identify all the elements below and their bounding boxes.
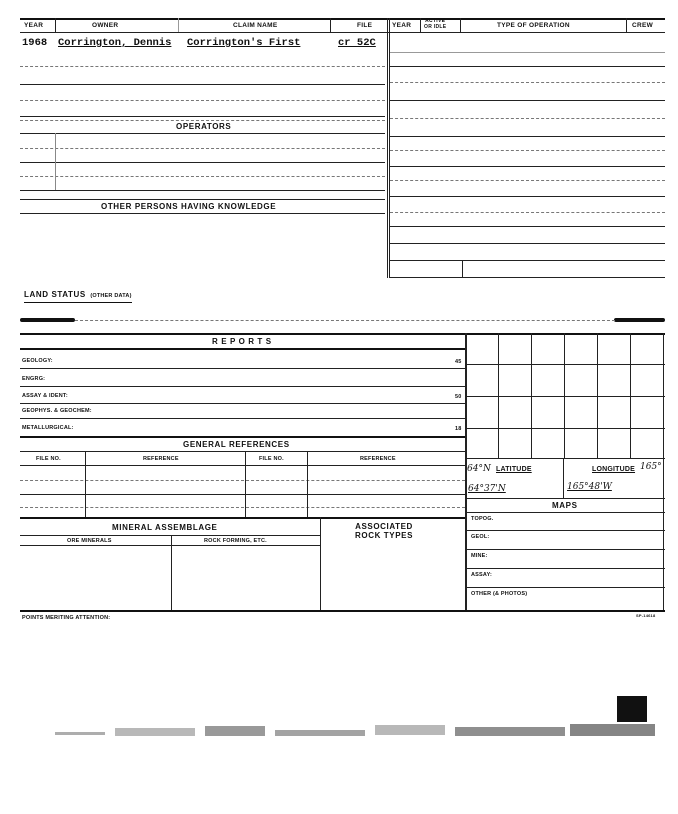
longitude-label: LONGITUDE (592, 466, 636, 473)
longitude-value: 165°48'W (567, 482, 612, 492)
land-status-marker-left (20, 318, 75, 322)
maps-heading: MAPS (552, 501, 578, 510)
map-other: OTHER (& PHOTOS) (471, 591, 528, 597)
general-references-heading: GENERAL REFERENCES (183, 440, 290, 449)
map-topog: TOPOG. (471, 516, 494, 522)
record-claim-name: Corrington's First (187, 37, 301, 49)
rock-forming-label: ROCK FORMING, ETC. (204, 538, 267, 544)
reports-heading: R E P O R T S (212, 337, 272, 346)
report-label-metallurgical: METALLURGICAL: (22, 425, 74, 431)
latitude-degree: 64°N (467, 464, 491, 474)
col-active-idle: ACTIVE OR IDLE (424, 18, 447, 30)
land-status-marker-right (614, 318, 665, 322)
col-owner: OWNER (92, 22, 119, 29)
other-persons-heading: OTHER PERSONS HAVING KNOWLEDGE (101, 202, 277, 211)
report-label-geophys: GEOPHYS. & GEOCHEM: (22, 408, 92, 414)
scan-noise-block (617, 696, 647, 722)
scan-noise-strip (55, 722, 655, 752)
associated-rock-types-label: ASSOCIATED ROCK TYPES (355, 522, 414, 540)
ref-col-file-no: FILE NO. (36, 456, 61, 462)
report-label-engrg: ENGRG: (22, 376, 46, 382)
col-type-of-operation: TYPE OF OPERATION (497, 22, 570, 29)
ref-col-file-no-2: FILE NO. (259, 456, 284, 462)
col-year: YEAR (24, 22, 44, 29)
ref-col-reference-2: REFERENCE (360, 456, 396, 462)
report-num-geology: 45 (455, 359, 462, 365)
col-file: FILE (357, 22, 373, 29)
report-num-metallurgical: 18 (455, 426, 462, 432)
report-label-geology: GEOLOGY: (22, 358, 53, 364)
longitude-degree: 165° (640, 462, 662, 472)
mineral-assemblage-heading: MINERAL ASSEMBLAGE (112, 523, 218, 532)
map-assay: ASSAY: (471, 572, 493, 578)
latitude-label: LATITUDE (496, 466, 532, 473)
ore-minerals-label: ORE MINERALS (67, 538, 112, 544)
map-geol: GEOL: (471, 534, 490, 540)
record-year: 1968 (22, 37, 48, 49)
latitude-value: 64°37'N (468, 484, 506, 494)
col-claim-name: CLAIM NAME (233, 22, 278, 29)
record-owner: Corrington, Dennis (58, 37, 172, 49)
record-file: cr 52C (338, 37, 376, 49)
form-number: SP-14618 (636, 613, 656, 618)
land-status-heading: LAND STATUS (OTHER DATA) (24, 284, 132, 303)
col-year-2: YEAR (392, 22, 412, 29)
points-meriting-attention: POINTS MERITING ATTENTION: (22, 615, 111, 621)
operators-heading: OPERATORS (176, 122, 232, 131)
ref-col-reference: REFERENCE (143, 456, 179, 462)
report-num-assay: 50 (455, 394, 462, 400)
col-crew: CREW (632, 22, 654, 29)
report-label-assay: ASSAY & IDENT: (22, 393, 68, 399)
map-mine: MINE: (471, 553, 488, 559)
